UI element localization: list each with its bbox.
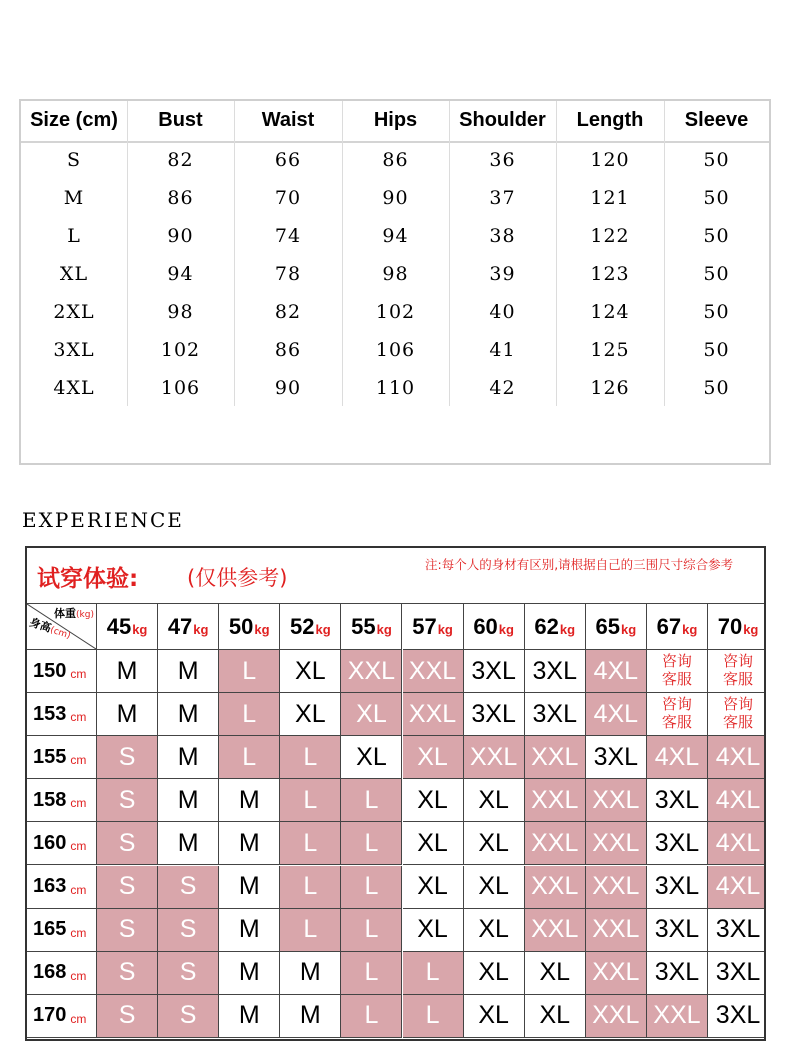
fit-size-cell: L (219, 650, 280, 693)
fit-size-cell: M (219, 779, 280, 822)
fit-size-cell: S (158, 909, 219, 952)
size-table-value-cell: 50 (703, 263, 730, 285)
fit-size-cell: 3XL (708, 909, 766, 952)
size-table-value-cell: 123 (590, 263, 630, 285)
weight-header-cell (647, 604, 708, 650)
fit-size-cell: 3XL (586, 736, 647, 779)
fit-size-cell: XXL (525, 779, 586, 822)
size-table-value-cell: 98 (382, 263, 409, 285)
height-unit: cm (70, 882, 87, 897)
fit-size-cell: 4XL (708, 736, 766, 779)
height-value: 150 (33, 659, 67, 682)
fit-size-cell: M (219, 866, 280, 909)
height-unit: cm (70, 968, 87, 983)
fit-size-cell: XXL (647, 995, 708, 1038)
fit-size-cell: XXL (586, 952, 647, 995)
weight-unit: kg (743, 622, 759, 637)
fit-size-cell: XL (525, 952, 586, 995)
size-table-value-cell: 121 (590, 187, 630, 209)
weight-unit: kg (193, 622, 209, 637)
size-table-value-cell: 70 (274, 187, 302, 209)
fit-size-cell: L (341, 995, 402, 1038)
fit-size-cell: XXL (341, 650, 402, 693)
fit-size-cell: XXL (586, 866, 647, 909)
size-table-value-cell: 90 (167, 225, 194, 247)
size-table-value-cell: 66 (274, 149, 302, 171)
size-table-value-cell: 86 (382, 149, 409, 171)
fit-size-cell: S (97, 952, 158, 995)
fit-size-cell: XXL (525, 866, 586, 909)
size-table-value-cell: 124 (590, 301, 630, 323)
size-table-value-cell: 41 (489, 339, 516, 361)
weight-value: 52 (290, 613, 315, 639)
size-table-size-cell: 4XL (53, 377, 95, 399)
fit-size-cell: XL (525, 995, 586, 1038)
fit-size-cell: 3XL (647, 822, 708, 865)
corner-weight-label: 体重(kg) (54, 607, 94, 620)
height-header-cell (27, 866, 97, 909)
fit-size-cell: L (341, 909, 402, 952)
size-table-header-cell: Length (576, 108, 644, 131)
fit-size-cell: 3XL (464, 693, 525, 736)
size-table-size-cell: S (66, 149, 82, 171)
fit-size-cell: S (158, 995, 219, 1038)
fit-size-cell: 4XL (708, 779, 766, 822)
size-table-value-cell: 82 (167, 149, 194, 171)
size-table-value-cell: 90 (274, 377, 302, 399)
fit-size-cell: L (403, 995, 464, 1038)
size-table-header-cell: Bust (158, 108, 203, 131)
weight-value: 62 (534, 613, 559, 639)
fit-size-cell: 3XL (647, 952, 708, 995)
fit-size-cell: XXL (403, 650, 464, 693)
fit-size-cell: 3XL (647, 909, 708, 952)
fit-size-cell (708, 650, 766, 693)
size-table-header-cell: Waist (261, 108, 315, 131)
fit-size-cell: L (280, 779, 341, 822)
fit-size-cell (647, 650, 708, 693)
fit-size-cell: S (97, 909, 158, 952)
fit-size-cell: XL (403, 822, 464, 865)
height-value: 155 (33, 745, 67, 768)
fit-size-cell: S (97, 866, 158, 909)
weight-unit: kg (682, 622, 698, 637)
fit-size-cell: XXL (464, 736, 525, 779)
fit-size-cell: L (219, 693, 280, 736)
size-table-value-cell: 37 (489, 187, 516, 209)
size-table-value-cell: 50 (703, 225, 730, 247)
corner-height-label: 身高(cm) (27, 615, 72, 642)
height-value: 158 (33, 788, 67, 811)
fit-size-cell (708, 693, 766, 736)
weight-header-cell (219, 604, 280, 650)
size-table-value-cell: 125 (590, 339, 630, 361)
height-unit: cm (70, 1011, 87, 1026)
fit-size-cell: 4XL (708, 822, 766, 865)
height-header-cell (27, 693, 97, 736)
fit-size-cell: M (219, 909, 280, 952)
fit-size-cell: XL (341, 736, 402, 779)
fit-size-cell: M (158, 693, 219, 736)
height-header-cell (27, 952, 97, 995)
fit-size-label: 咨询 客服 (723, 696, 754, 732)
fit-size-cell: S (158, 866, 219, 909)
fit-size-cell: M (97, 693, 158, 736)
fit-size-cell: XL (464, 822, 525, 865)
size-table-value-cell: 42 (489, 377, 516, 399)
fit-size-cell: XXL (586, 779, 647, 822)
size-table-value-cell: 82 (274, 301, 302, 323)
fit-size-cell: L (280, 866, 341, 909)
weight-unit: kg (437, 622, 453, 637)
weight-unit: kg (315, 622, 331, 637)
height-header-cell (27, 779, 97, 822)
weight-unit: kg (376, 622, 392, 637)
fit-size-cell: XXL (525, 736, 586, 779)
fit-size-cell: XXL (586, 822, 647, 865)
fit-size-cell: L (280, 736, 341, 779)
fit-size-cell (647, 693, 708, 736)
fit-size-cell: XXL (403, 693, 464, 736)
fit-size-cell: XL (403, 866, 464, 909)
height-header-cell (27, 650, 97, 693)
size-table-value-cell: 50 (703, 377, 730, 399)
fit-size-cell: XL (403, 779, 464, 822)
size-table-header-cell: Hips (373, 108, 418, 131)
weight-header-cell (97, 604, 158, 650)
fit-size-cell: XL (403, 909, 464, 952)
fit-size-cell: XL (280, 650, 341, 693)
fit-size-cell: M (219, 995, 280, 1038)
height-value: 168 (33, 961, 67, 984)
fit-size-cell: XL (464, 779, 525, 822)
size-table-value-cell: 40 (489, 301, 516, 323)
fit-size-cell: L (341, 952, 402, 995)
height-value: 153 (33, 702, 67, 725)
height-value: 165 (33, 918, 67, 941)
fit-size-cell: S (97, 995, 158, 1038)
fit-size-cell: XL (280, 693, 341, 736)
fit-size-cell: 4XL (647, 736, 708, 779)
size-table (19, 99, 771, 465)
fit-size-cell: XL (403, 736, 464, 779)
size-table-header-cell: Shoulder (459, 108, 546, 131)
fit-size-cell: S (97, 736, 158, 779)
experience-label: EXPERIENCE (22, 508, 184, 532)
weight-value: 55 (351, 613, 376, 639)
fit-size-cell: XXL (525, 822, 586, 865)
size-table-value-cell: 102 (160, 339, 201, 361)
size-table-value-cell: 78 (274, 263, 302, 285)
fit-size-cell: 3XL (647, 866, 708, 909)
fit-chart-corner-header (27, 604, 97, 650)
size-table-value-cell: 94 (382, 225, 409, 247)
fit-size-cell: M (158, 822, 219, 865)
height-unit: cm (70, 925, 87, 940)
fit-size-cell: XXL (525, 909, 586, 952)
height-header-cell (27, 995, 97, 1038)
fit-size-cell: XL (464, 909, 525, 952)
size-table-value-cell: 126 (590, 377, 630, 399)
fit-size-cell: XXL (586, 995, 647, 1038)
fit-size-cell: XL (464, 952, 525, 995)
weight-unit: kg (498, 622, 514, 637)
fit-size-cell: XL (341, 693, 402, 736)
fit-chart-note: 注:每个人的身材有区别,请根据自己的三围尺寸综合参考 (425, 557, 734, 572)
size-table-value-cell: 110 (375, 377, 416, 399)
fit-size-cell: 4XL (586, 650, 647, 693)
size-table-size-cell: L (67, 225, 81, 247)
height-header-cell (27, 909, 97, 952)
size-table-value-cell: 39 (489, 263, 516, 285)
fit-chart-subtitle: (仅供参考) (187, 566, 288, 590)
fit-size-cell: M (158, 779, 219, 822)
fit-size-cell: M (280, 995, 341, 1038)
weight-value: 50 (228, 613, 254, 639)
fit-size-cell: 4XL (586, 693, 647, 736)
weight-header-cell (586, 604, 647, 650)
weight-header-cell (525, 604, 586, 650)
fit-size-cell: L (403, 952, 464, 995)
weight-header-cell (464, 604, 525, 650)
weight-header-cell (403, 604, 464, 650)
fit-size-cell: L (341, 779, 402, 822)
fit-size-cell: S (97, 779, 158, 822)
fit-size-cell: L (219, 736, 280, 779)
size-table-value-cell: 86 (274, 339, 302, 361)
size-table-value-cell: 50 (703, 187, 730, 209)
weight-value: 47 (167, 613, 193, 639)
fit-size-cell: L (341, 866, 402, 909)
size-table-value-cell: 106 (375, 339, 416, 361)
height-unit: cm (70, 839, 87, 854)
height-value: 170 (33, 1004, 67, 1027)
height-unit: cm (70, 796, 87, 811)
height-value: 160 (33, 831, 67, 854)
weight-unit: kg (254, 622, 270, 637)
size-table-size-cell: M (63, 187, 85, 209)
size-table-value-cell: 50 (703, 339, 730, 361)
fit-size-cell: 3XL (708, 995, 766, 1038)
size-table-value-cell: 122 (590, 225, 630, 247)
fit-size-cell: XL (464, 995, 525, 1038)
fit-chart (25, 546, 766, 1041)
fit-size-cell: S (158, 952, 219, 995)
fit-size-cell: 4XL (708, 866, 766, 909)
fit-size-label: 咨询 客服 (661, 653, 692, 689)
height-unit: cm (70, 667, 87, 682)
fit-size-cell: 3XL (464, 650, 525, 693)
weight-unit: kg (559, 622, 576, 637)
fit-size-cell: M (158, 650, 219, 693)
weight-value: 45 (106, 613, 132, 639)
fit-size-cell: S (97, 822, 158, 865)
size-table-size-cell: 2XL (53, 301, 95, 323)
weight-header-cell (280, 604, 341, 650)
fit-size-label: 咨询 客服 (723, 653, 754, 689)
fit-size-cell: L (341, 822, 402, 865)
weight-unit: kg (621, 622, 637, 637)
height-header-cell (27, 822, 97, 865)
height-value: 163 (33, 875, 67, 898)
size-table-size-cell: 3XL (53, 339, 95, 361)
fit-size-cell: 3XL (708, 952, 766, 995)
fit-size-cell: 3XL (525, 650, 586, 693)
fit-size-cell: L (280, 822, 341, 865)
weight-value: 57 (412, 613, 437, 639)
height-unit: cm (70, 753, 87, 768)
height-unit: cm (70, 710, 87, 725)
fit-size-cell: M (97, 650, 158, 693)
weight-unit: kg (132, 622, 148, 637)
size-table-value-cell: 50 (703, 149, 730, 171)
size-table-value-cell: 74 (274, 225, 302, 247)
size-table-value-cell: 106 (160, 377, 201, 399)
size-table-value-cell: 86 (167, 187, 194, 209)
size-table-value-cell: 120 (590, 149, 630, 171)
size-table-value-cell: 94 (167, 263, 194, 285)
fit-size-cell: M (158, 736, 219, 779)
weight-header-cell (341, 604, 402, 650)
fit-size-label: 咨询 客服 (661, 696, 692, 732)
weight-header-cell (708, 604, 766, 650)
weight-value: 70 (717, 613, 743, 639)
fit-size-cell: M (219, 952, 280, 995)
weight-value: 67 (656, 613, 682, 639)
fit-size-cell: 3XL (647, 779, 708, 822)
weight-value: 65 (595, 613, 620, 639)
size-table-header-cell: Size (cm) (30, 108, 118, 131)
weight-header-cell (158, 604, 219, 650)
size-table-value-cell: 90 (382, 187, 409, 209)
height-header-cell (27, 736, 97, 779)
size-table-size-cell: XL (59, 263, 89, 285)
fit-chart-title: 试穿体验: (37, 566, 139, 592)
fit-size-cell: M (280, 952, 341, 995)
fit-size-cell: L (280, 909, 341, 952)
size-table-value-cell: 36 (489, 149, 516, 171)
size-table-header-cell: Sleeve (684, 108, 749, 131)
size-table-value-cell: 98 (167, 301, 194, 323)
fit-size-cell: M (219, 822, 280, 865)
size-table-value-cell: 102 (375, 301, 416, 323)
size-table-value-cell: 38 (489, 225, 516, 247)
fit-size-cell: XXL (586, 909, 647, 952)
weight-value: 60 (473, 613, 498, 639)
size-table-value-cell: 50 (703, 301, 730, 323)
fit-size-cell: 3XL (525, 693, 586, 736)
fit-size-cell: XL (464, 866, 525, 909)
